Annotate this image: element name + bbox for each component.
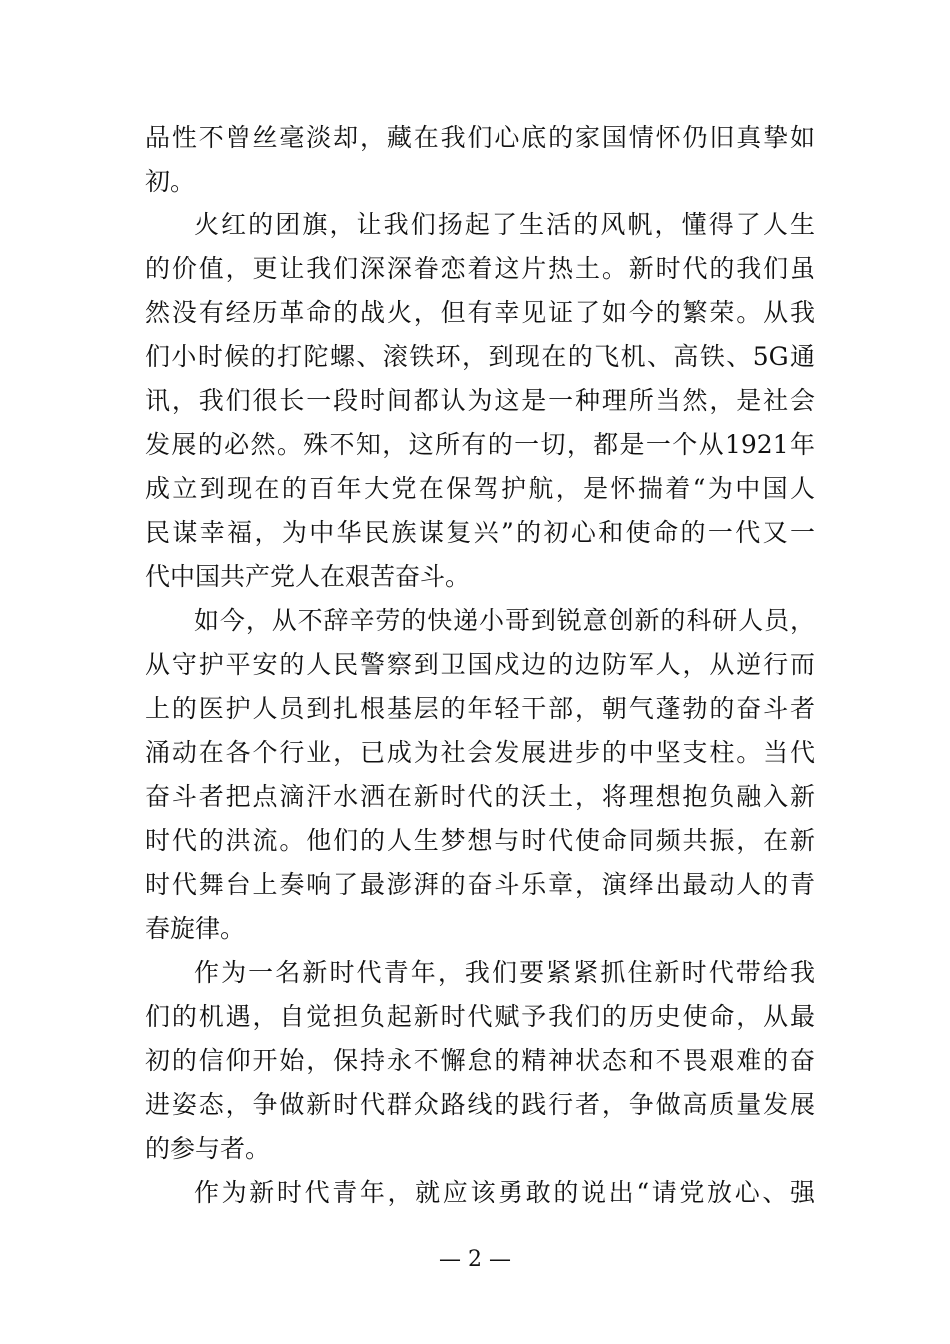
- body-text-line: 成立到现在的百年大党在保驾护航，是怀揣着“为中国人: [145, 474, 815, 503]
- body-text-line: 从守护平安的人民警察到卫国戍边的边防军人，从逆行而: [145, 650, 815, 679]
- body-text-line: 春旋律。: [145, 914, 246, 943]
- body-text-line: 时代的洪流。他们的人生梦想与时代使命同频共振，在新: [145, 826, 815, 855]
- paragraph-first-line: 火红的团旗，让我们扬起了生活的风帆，懂得了人生: [194, 210, 815, 239]
- body-text-line: 初的信仰开始，保持永不懈怠的精神状态和不畏艰难的奋: [145, 1046, 815, 1075]
- paragraph-first-line: 作为新时代青年，就应该勇敢的说出“请党放心、强: [194, 1178, 815, 1207]
- body-text-line: 初。: [145, 167, 196, 196]
- body-text-line: 品性不曾丝毫淡却，藏在我们心底的家国情怀仍旧真挚如: [145, 123, 815, 152]
- body-text-line: 奋斗者把点滴汗水洒在新时代的沃土，将理想抱负融入新: [145, 782, 815, 811]
- body-text-line: 代中国共产党人在艰苦奋斗。: [145, 562, 471, 591]
- body-text-line: 民谋幸福，为中华民族谋复兴”的初心和使命的一代又一: [145, 518, 815, 547]
- body-text-line: 讯，我们很长一段时间都认为这是一种理所当然，是社会: [145, 386, 815, 415]
- paragraph-first-line: 作为一名新时代青年，我们要紧紧抓住新时代带给我: [194, 958, 815, 987]
- body-text-line: 们小时候的打陀螺、滚铁环，到现在的飞机、高铁、5G通: [145, 342, 815, 371]
- body-text-line: 然没有经历革命的战火，但有幸见证了如今的繁荣。从我: [145, 298, 815, 327]
- paragraph-first-line: 如今，从不辞辛劳的快递小哥到锐意创新的科研人员，: [194, 606, 815, 635]
- page-number: — 2 —: [439, 1247, 511, 1272]
- body-text-line: 涌动在各个行业，已成为社会发展进步的中坚支柱。当代: [145, 738, 815, 767]
- body-text-line: 们的机遇，自觉担负起新时代赋予我们的历史使命，从最: [145, 1002, 815, 1031]
- body-text-line: 发展的必然。殊不知，这所有的一切，都是一个从1921年: [145, 430, 815, 459]
- body-text-line: 上的医护人员到扎根基层的年轻干部，朝气蓬勃的奋斗者: [145, 694, 815, 723]
- body-text-line: 进姿态，争做新时代群众路线的践行者，争做高质量发展: [145, 1090, 815, 1119]
- body-text-line: 时代舞台上奏响了最澎湃的奋斗乐章，演绎出最动人的青: [145, 870, 815, 899]
- body-text-line: 的价值，更让我们深深眷恋着这片热土。新时代的我们虽: [145, 254, 815, 283]
- body-text-line: 的参与者。: [145, 1134, 271, 1163]
